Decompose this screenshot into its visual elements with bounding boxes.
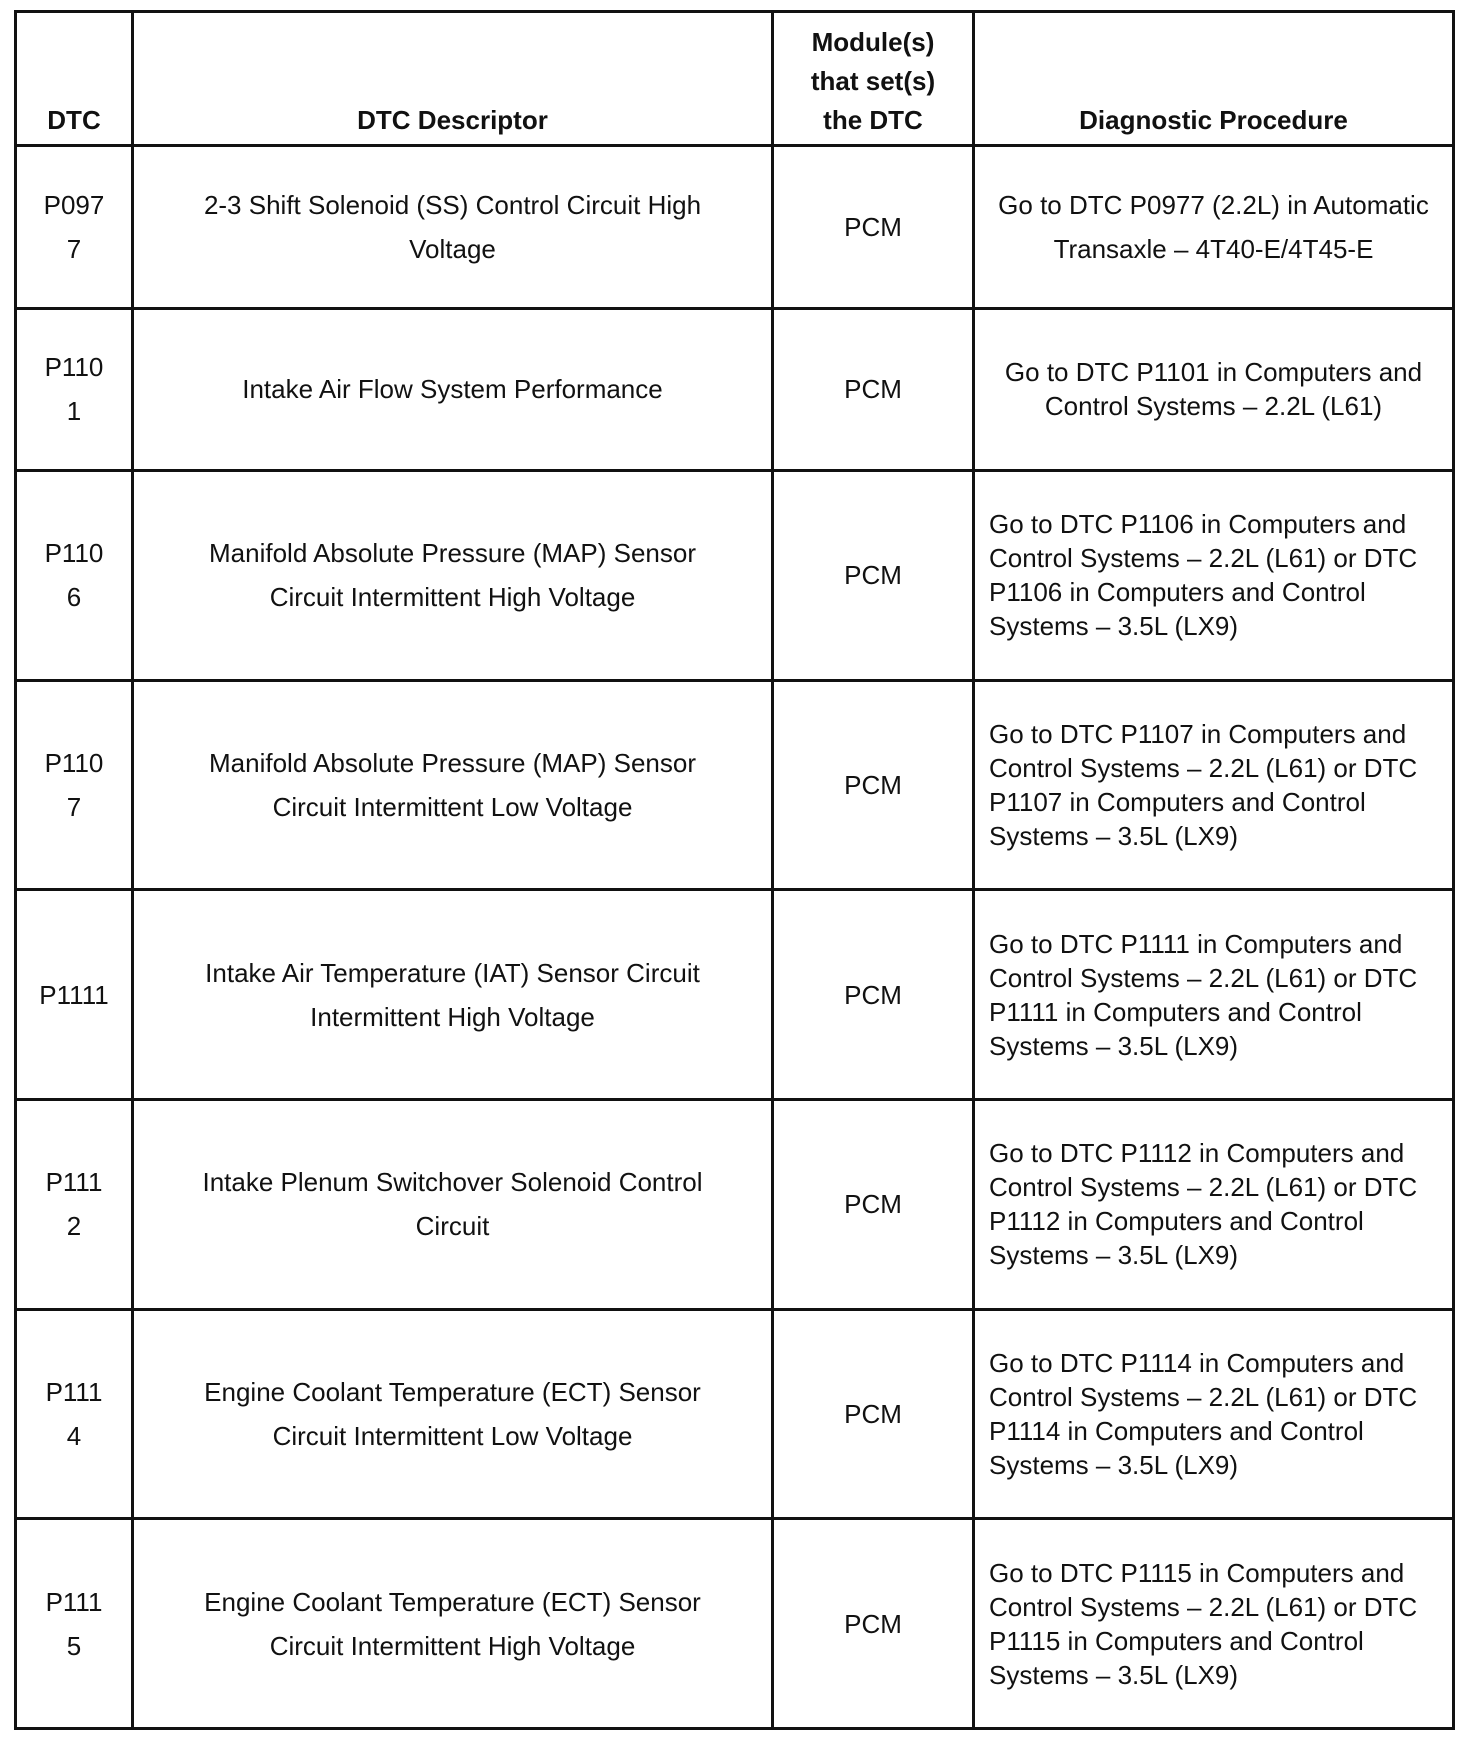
dtc-cell — [16, 146, 133, 309]
descriptor-text: Engine Coolant Temperature (ECT) Sensor Circuit Intermittent High Voltage — [204, 1586, 701, 1661]
dtc-cell — [16, 308, 133, 471]
module-cell: PCM — [773, 1519, 974, 1729]
header-row — [16, 12, 1454, 146]
descriptor-text: Intake Plenum Switchover Solenoid Control Circuit — [202, 1167, 703, 1242]
module-cell: PCM — [773, 146, 974, 309]
dtc-code: P1112 — [45, 1167, 103, 1242]
descriptor-text: Intake Air Flow System Performance — [242, 374, 663, 405]
dtc-table — [14, 10, 1455, 1730]
module-cell: PCM — [773, 1309, 974, 1519]
table-row — [16, 1519, 1454, 1729]
procedure-text: Go to DTC P1112 in Computers and Control Systems – 2.2L (L61) or DTC P1112 in Computers and Control Systems – 3.5L (LX9) — [989, 1138, 1418, 1271]
dtc-code: P1106 — [44, 538, 104, 613]
descriptor-cell — [133, 1519, 773, 1729]
descriptor-cell — [133, 308, 773, 471]
header-module — [773, 12, 974, 146]
procedure-text: Go to DTC P1114 in Computers and Control Systems – 2.2L (L61) or DTC P1114 in Computers and Control Systems – 3.5L (LX9) — [989, 1347, 1418, 1480]
procedure-cell — [974, 680, 1454, 890]
dtc-code: P1111 — [39, 979, 109, 1010]
descriptor-text: Engine Coolant Temperature (ECT) Sensor Circuit Intermittent Low Voltage — [204, 1376, 701, 1451]
dtc-code: P0977 — [43, 189, 105, 264]
module-cell: PCM — [773, 471, 974, 681]
dtc-cell — [16, 890, 133, 1100]
dtc-code: P1101 — [44, 352, 104, 427]
procedure-cell — [974, 471, 1454, 681]
table-row — [16, 146, 1454, 309]
procedure-cell — [974, 146, 1454, 309]
descriptor-cell — [133, 471, 773, 681]
table-row — [16, 308, 1454, 471]
procedure-cell — [974, 1309, 1454, 1519]
procedure-text: Go to DTC P1106 in Computers and Control Systems – 2.2L (L61) or DTC P1106 in Computers and Control Systems – 3.5L (LX9) — [989, 509, 1418, 642]
module-cell: PCM — [773, 890, 974, 1100]
procedure-text: Go to DTC P1111 in Computers and Control Systems – 2.2L (L61) or DTC P1111 in Computers and Control Systems – 3.5L (LX9) — [989, 928, 1418, 1061]
table-row — [16, 1309, 1454, 1519]
header-descriptor: DTC Descriptor — [133, 12, 773, 146]
descriptor-text: Intake Air Temperature (IAT) Sensor Circuit Intermittent High Voltage — [205, 957, 700, 1032]
dtc-cell — [16, 1099, 133, 1309]
table-row — [16, 890, 1454, 1100]
descriptor-cell — [133, 1309, 773, 1519]
procedure-cell — [974, 1099, 1454, 1309]
descriptor-cell — [133, 146, 773, 309]
dtc-cell — [16, 1519, 133, 1729]
dtc-cell — [16, 471, 133, 681]
descriptor-text: Manifold Absolute Pressure (MAP) Sensor Circuit Intermittent High Voltage — [209, 538, 696, 613]
procedure-cell — [974, 1519, 1454, 1729]
table-row — [16, 1099, 1454, 1309]
procedure-cell — [974, 308, 1454, 471]
procedure-text: Go to DTC P1101 in Computers and Control Systems – 2.2L (L61) — [1004, 357, 1423, 422]
procedure-text: Go to DTC P1115 in Computers and Control Systems – 2.2L (L61) or DTC P1115 in Computers and Control Systems – 3.5L (LX9) — [989, 1557, 1418, 1690]
header-module-label: Module(s) that set(s) the DTC — [810, 27, 936, 135]
descriptor-cell — [133, 680, 773, 890]
descriptor-cell — [133, 1099, 773, 1309]
descriptor-text: 2-3 Shift Solenoid (SS) Control Circuit High Voltage — [203, 189, 702, 264]
dtc-code: P1107 — [44, 747, 104, 822]
dtc-cell — [16, 680, 133, 890]
table-row — [16, 471, 1454, 681]
procedure-text: Go to DTC P1107 in Computers and Control Systems – 2.2L (L61) or DTC P1107 in Computers and Control Systems – 3.5L (LX9) — [989, 718, 1418, 851]
dtc-code: P1114 — [45, 1376, 103, 1451]
table-header — [16, 12, 1454, 146]
header-procedure: Diagnostic Procedure — [974, 12, 1454, 146]
procedure-text: Go to DTC P0977 (2.2L) in Automatic Transaxle – 4T40-E/4T45-E — [998, 189, 1429, 264]
dtc-cell — [16, 1309, 133, 1519]
header-dtc: DTC — [16, 12, 133, 146]
table-row — [16, 680, 1454, 890]
dtc-code: P1115 — [45, 1586, 103, 1661]
descriptor-cell — [133, 890, 773, 1100]
module-cell: PCM — [773, 1099, 974, 1309]
descriptor-text: Manifold Absolute Pressure (MAP) Sensor Circuit Intermittent Low Voltage — [209, 747, 696, 822]
module-cell: PCM — [773, 680, 974, 890]
module-cell: PCM — [773, 308, 974, 471]
procedure-cell — [974, 890, 1454, 1100]
